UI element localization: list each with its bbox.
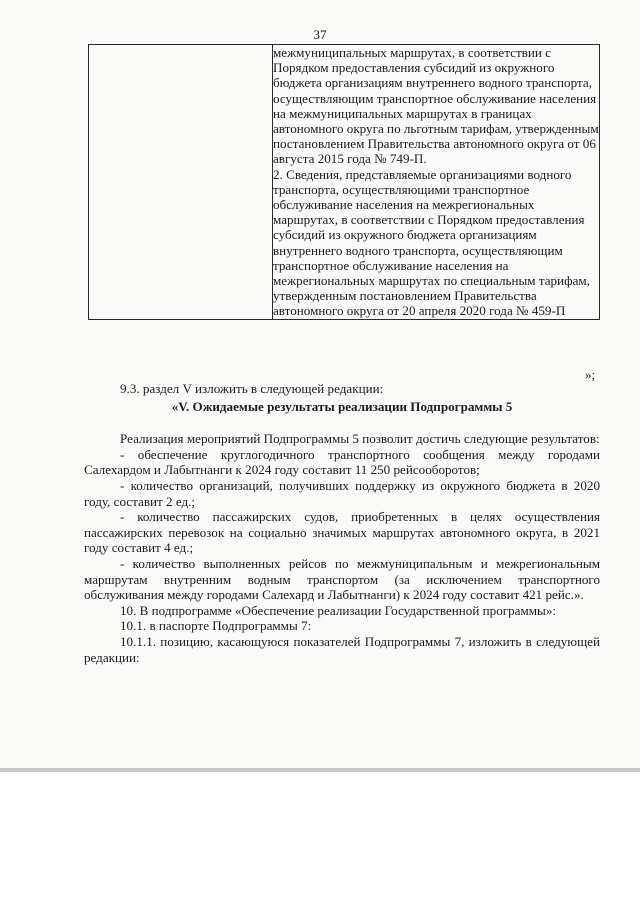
continued-table xyxy=(88,44,600,320)
page-number: 37 xyxy=(313,27,327,42)
list-item: - количество выполненных рейсов по межмуниципальным и межрегиональным маршрутам внутренним водным транспортом (за исключением транспортного обслуживания между городами Салехард и Лабытнанги) к 2024 году составит 421 рейс.». xyxy=(84,555,600,603)
document-body xyxy=(84,381,600,665)
paragraph: 10.1. в паспорте Подпрограммы 7: xyxy=(120,618,312,634)
section-heading: «V. Ожидаемые результаты реализации Подпрограммы 5 xyxy=(171,398,513,414)
paragraph: 10. В подпрограмме «Обеспечение реализации Государственной программы»: xyxy=(120,602,557,618)
list-item: - обеспечение круглогодичного транспортного сообщения между городами Салехардом и Лабытнанги к 2024 году составит 11 250 рейсооборотов; xyxy=(84,446,600,478)
list-item: - количество пассажирских судов, приобретенных в целях осуществления пассажирских перевозок на социально значимых маршрутах автономного округа, в 2021 году составит 4 ед.; xyxy=(84,509,600,556)
closing-quote: »; xyxy=(585,367,596,382)
table-row xyxy=(89,45,600,320)
table-cell-text xyxy=(273,45,600,320)
table-cell-paragraph: межмуниципальных маршрутах, в соответствии с Порядком предоставления субсидий из окружного бюджета организациям внутреннего водного транспорта, осуществляющим транспортное обслуживание населения на межмуниципальных маршрутах в границах автономного округа по льготным тарифам, утвержденным постановлением Правительства автономного округа от 06 августа 2015 года № 749-П. xyxy=(273,45,599,167)
paragraph-item-9-3: 9.3. раздел V изложить в следующей редакции: xyxy=(120,381,384,396)
list-item: - количество организаций, получивших поддержку из окружного бюджета в 2020 году, составит 2 ед.; xyxy=(84,477,600,509)
page-edge xyxy=(0,768,640,772)
paragraph: Реализация мероприятий Подпрограммы 5 позволит достичь следующие результатов: xyxy=(120,431,600,447)
table-cell-empty xyxy=(89,45,273,320)
paragraph: 10.1.1. позицию, касающуюся показателей Подпрограммы 7, изложить в следующей редакции: xyxy=(84,633,600,665)
table-cell-paragraph: 2. Сведения, представляемые организациями водного транспорта, осуществляющими транспортное обслуживание населения на межрегиональных маршрутах, в соответствии с Порядком предоставления субсидий из окружного бюджета организациям внутреннего водного транспорта, осуществляющим транспортное обслуживание населения на межрегиональных маршрутах по специальным тарифам, утвержденным постановлением Правительства автономного округа от 20 апреля 2020 года № 459-П xyxy=(273,166,590,319)
